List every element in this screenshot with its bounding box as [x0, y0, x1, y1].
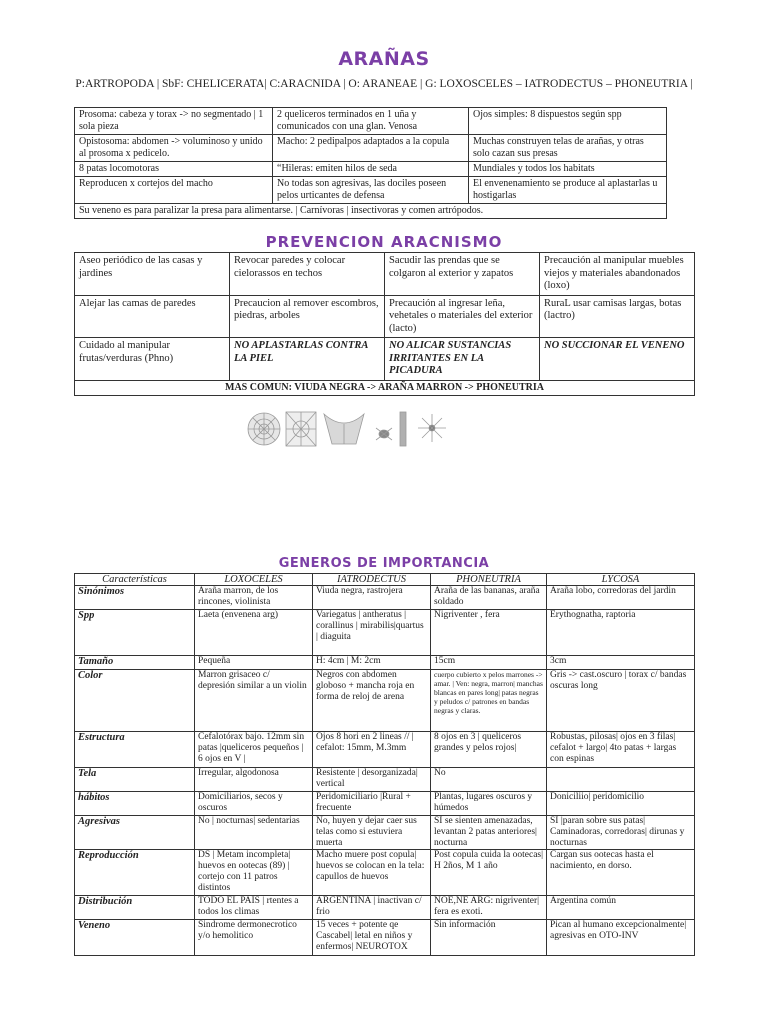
table-cell: Sacudir las prendas que se colgaron al exterior y zapatos	[385, 253, 540, 296]
table-row	[75, 380, 695, 396]
table-row	[75, 204, 667, 219]
table-row	[75, 896, 695, 920]
table-cell: SI se sienten amenazadas, levantan 2 patas anteriores| nocturna	[431, 816, 547, 850]
table-cell: Opistosoma: abdomen -> voluminoso y unido al prosoma x pedicelo.	[75, 135, 273, 162]
warning-cell: NO SUCCIONAR EL VENENO	[540, 338, 695, 381]
table-cell: No	[431, 768, 547, 792]
funnel-web-icon	[324, 414, 364, 444]
table-row	[75, 253, 695, 296]
warning-cell: NO APLASTARLAS CONTRA LA PIEL	[230, 338, 385, 381]
table-row	[75, 670, 695, 732]
overview-footer: Su veneno es para paralizar la presa para alimentarse. | Carnívoras | insectivoras y comen artrópodos.	[75, 204, 667, 219]
table-cell: 8 patas locomotoras	[75, 162, 273, 177]
table-cell: ARGENTINA | inactivan c/ frio	[313, 896, 431, 920]
table-cell: Domiciliarios, secos y oscuros	[195, 792, 313, 816]
spider-icon	[376, 428, 392, 440]
column-header: LOXOCELES	[195, 574, 313, 586]
table-cell: Marron grisaceo c/ depresión similar a un violin	[195, 670, 313, 732]
table-row	[75, 850, 695, 896]
table-cell: Sin información	[431, 920, 547, 956]
table-cell: Cefalotórax bajo. 12mm sin patas |queliceros pequeños | 6 ojos en V |	[195, 732, 313, 768]
table-cell: Plantas, lugares oscuros y húmedos	[431, 792, 547, 816]
table-cell: No, huyen y dejar caer sus telas como si estuviera muerta	[313, 816, 431, 850]
table-cell: Araña marron, de los rincones, violinista	[195, 586, 313, 610]
table-cell: 8 ojos en 3 | queliceros grandes y pelos rojos|	[431, 732, 547, 768]
table-cell: Doniciliio| peridomicilio	[547, 792, 695, 816]
table-row	[75, 338, 695, 381]
table-cell: Pican al humano excepcionalmente| agresivas en OTO-INV	[547, 920, 695, 956]
table-cell: Aseo periódico de las casas y jardines	[75, 253, 230, 296]
row-label: Color	[75, 670, 195, 732]
thread-icon	[400, 412, 406, 446]
table-cell: Alejar las camas de paredes	[75, 295, 230, 338]
most-common-label: MAS COMUN: VIUDA NEGRA -> ARAÑA MARRON -> PHONEUTRIA	[75, 380, 695, 396]
column-header: Características	[75, 574, 195, 586]
table-cell: Araña de las bananas, araña soldado	[431, 586, 547, 610]
table-row	[75, 816, 695, 850]
table-cell: Negros con abdomen globoso + mancha roja en forma de reloj de arena	[313, 670, 431, 732]
table-row	[75, 162, 667, 177]
row-label: Spp	[75, 610, 195, 656]
spider-web-icon	[286, 412, 316, 446]
prevention-table	[74, 252, 695, 396]
row-label: Veneno	[75, 920, 195, 956]
table-cell: H: 4cm | M: 2cm	[313, 656, 431, 670]
table-row	[75, 656, 695, 670]
table-cell: No | nocturnas| sedentarias	[195, 816, 313, 850]
table-cell: Ojos 8 hori en 2 lineas // | cefalot: 15mm, M.3mm	[313, 732, 431, 768]
spider-icon	[418, 414, 446, 442]
table-row	[75, 610, 695, 656]
table-cell: SI |paran sobre sus patas| Caminadoras, corredoras| dirunas y nocturnas	[547, 816, 695, 850]
table-cell: DS | Metam incompleta| huevos en ootecas (89) | cortejo con 11 patros distintos	[195, 850, 313, 896]
row-label: Distribución	[75, 896, 195, 920]
row-label: Agresivas	[75, 816, 195, 850]
row-label: Reproducción	[75, 850, 195, 896]
table-row	[75, 768, 695, 792]
table-cell: No todas son agresivas, las dociles poseen pelos urticantes de defensa	[273, 177, 469, 204]
table-cell: 15cm	[431, 656, 547, 670]
table-cell: TODO EL PAIS | rtentes a todos los climas	[195, 896, 313, 920]
table-cell: Argentina común	[547, 896, 695, 920]
page-title: ARAÑAS	[338, 48, 430, 70]
spider-illustrations-icon	[244, 404, 454, 454]
column-header: LYCOSA	[547, 574, 695, 586]
table-cell: Peridomiciliario |Rural + frecuente	[313, 792, 431, 816]
taxonomy-line: P:ARTROPODA | SbF: CHELICERATA| C:ARACNIDA | O: ARANEAE | G: LOXOSCELES – IATRODECTUS – PHONEUTRIA |	[75, 78, 693, 90]
table-cell: “Hileras: emiten hilos de seda	[273, 162, 469, 177]
table-cell: Precaución al ingresar leña, vehetales o materiales del exterior (lacto)	[385, 295, 540, 338]
table-cell: Variegatus | antheratus | corallinus | mirabilis|quartus | diaguita	[313, 610, 431, 656]
table-row	[75, 732, 695, 768]
table-cell: Pequeña	[195, 656, 313, 670]
table-row	[75, 792, 695, 816]
row-label: Tamaño	[75, 656, 195, 670]
table-cell: Precaución al manipular muebles viejos y materiales abandonados (loxo)	[540, 253, 695, 296]
genera-table	[74, 573, 695, 956]
table-cell: Nigriventer , fera	[431, 610, 547, 656]
column-header: IATRODECTUS	[313, 574, 431, 586]
table-cell	[547, 768, 695, 792]
overview-table	[74, 107, 667, 219]
table-cell: Viuda negra, rastrojera	[313, 586, 431, 610]
table-cell: Resistente | desorganizada| vertical	[313, 768, 431, 792]
table-cell: 3cm	[547, 656, 695, 670]
table-cell: Revocar paredes y colocar cielorassos en techos	[230, 253, 385, 296]
spider-web-icon	[248, 413, 280, 445]
table-cell: Sindrome dermonecrotico y/o hemolitico	[195, 920, 313, 956]
table-cell: Erythognatha, raptoria	[547, 610, 695, 656]
row-label: Estructura	[75, 732, 195, 768]
row-label: hábitos	[75, 792, 195, 816]
table-cell: Mundiales y todos los habitats	[469, 162, 667, 177]
table-cell: Cuidado al manipular frutas/verduras (Phno)	[75, 338, 230, 381]
prevention-title: PREVENCION ARACNISMO	[265, 233, 503, 251]
table-cell: Macho muere post copula| huevos se colocan en la tela: capullos de huevos	[313, 850, 431, 896]
row-label: Tela	[75, 768, 195, 792]
table-row	[75, 920, 695, 956]
table-cell: Ojos simples: 8 dispuestos según spp	[469, 108, 667, 135]
row-label: Sinónimos	[75, 586, 195, 610]
table-row	[75, 135, 667, 162]
table-header-row	[75, 574, 695, 586]
table-cell: Robustas, pilosas| ojos en 3 filas| cefalot + largo| 4to patas + largas con espinas	[547, 732, 695, 768]
table-cell: Macho: 2 pedipalpos adaptados a la copula	[273, 135, 469, 162]
table-cell: Precaucion al remover escombros, piedras, arboles	[230, 295, 385, 338]
table-cell: NOE,NE ARG: nigriventer| fera es exoti.	[431, 896, 547, 920]
table-cell: cuerpo cubierto x pelos marrones -> amar. | Ven: negra, marron| manchas blancas en pares long| patas negras y peludos c/ patrones en bandas negras y claras.	[431, 670, 547, 732]
table-cell: 15 veces + potente qe Cascabel| letal en niños y enfermos| NEUROTOX	[313, 920, 431, 956]
table-cell: Gris -> cast.oscuro | torax c/ bandas oscuras long	[547, 670, 695, 732]
table-cell: RuraL usar camisas largas, botas (lactro)	[540, 295, 695, 338]
table-cell: Cargan sus ootecas hasta el nacimiento, en dorso.	[547, 850, 695, 896]
table-cell: Laeta (envenena arg)	[195, 610, 313, 656]
genera-title: GENEROS DE IMPORTANCIA	[278, 556, 490, 571]
table-cell: Prosoma: cabeza y torax -> no segmentado | 1 sola pieza	[75, 108, 273, 135]
table-cell: Reproducen x cortejos del macho	[75, 177, 273, 204]
table-cell: Muchas construyen telas de arañas, y otras solo cazan sus presas	[469, 135, 667, 162]
table-row	[75, 108, 667, 135]
table-row	[75, 177, 667, 204]
table-cell: 2 queliceros terminados en 1 uña y comunicados con una glan. Venosa	[273, 108, 469, 135]
table-row	[75, 586, 695, 610]
warning-cell: NO ALICAR SUSTANCIAS IRRITANTES EN LA PICADURA	[385, 338, 540, 381]
column-header: PHONEUTRIA	[431, 574, 547, 586]
table-row	[75, 295, 695, 338]
table-cell: Post copula cuida la ootecas| H 2ños, M 1 año	[431, 850, 547, 896]
table-cell: Araña lobo, corredoras del jardin	[547, 586, 695, 610]
table-cell: El envenenamiento se produce al aplastarlas u hostigarlas	[469, 177, 667, 204]
table-cell: Irregular, algodonosa	[195, 768, 313, 792]
